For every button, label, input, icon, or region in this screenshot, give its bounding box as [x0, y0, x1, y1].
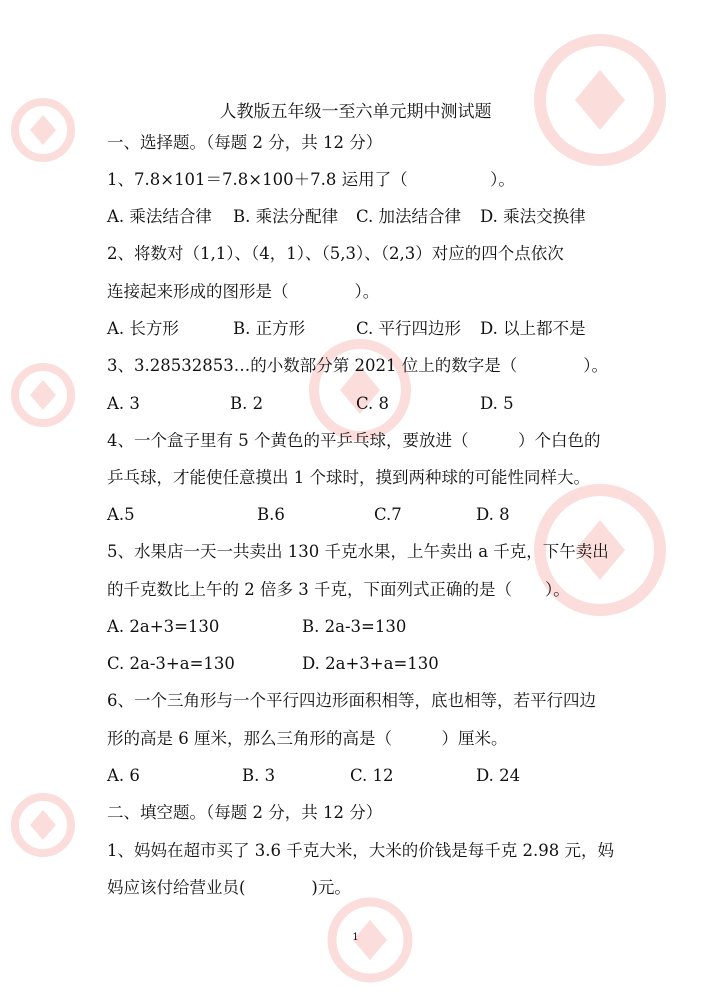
q4-option-a: A.5: [107, 505, 135, 524]
q6-option-b: B. 3: [242, 766, 276, 785]
q2-option-b: B. 正方形: [233, 319, 306, 338]
niuxuexi-logo-watermark-icon: [8, 360, 78, 430]
q6-option-a: A. 6: [107, 766, 140, 785]
q1-option-a: A. 乘法结合律: [107, 207, 212, 226]
q3-option-b: B. 2: [230, 394, 264, 413]
section-heading-fill-in: 二、填空题。（每题 2 分，共 12 分）: [107, 803, 383, 822]
q5-option-a: A. 2a+3=130: [107, 617, 220, 636]
question-2-line-2: 连接起来形成的图形是（ ）。: [107, 282, 380, 301]
q1-option-d: D. 乘法交换律: [480, 207, 586, 226]
q5-option-b: B. 2a-3=130: [302, 617, 407, 636]
q4-option-b: B.6: [257, 505, 285, 524]
q5-option-c: C. 2a-3+a=130: [107, 654, 235, 673]
q4-option-c: C.7: [374, 505, 402, 524]
page-number: 1: [352, 932, 359, 943]
page-title: 人教版五年级一至六单元期中测试题: [219, 102, 492, 122]
watermark-left-3: [8, 790, 78, 860]
q5-option-d: D. 2a+3+a=130: [302, 654, 439, 673]
fill-question-1-line-1: 1、妈妈在超市买了 3.6 千克大米，大米的价钱是每千克 2.98 元，妈: [107, 841, 614, 860]
question-1: 1、7.8×101＝7.8×100＋7.8 运用了（ ）。: [107, 170, 515, 189]
fill-question-1-line-2: 妈应该付给营业员( )元。: [107, 878, 351, 897]
question-5-line-1: 5、水果店一天一共卖出 130 千克水果，上午卖出 a 千克，下午卖出: [107, 542, 609, 561]
q3-option-d: D. 5: [480, 394, 514, 413]
q3-option-a: A. 3: [107, 394, 140, 413]
question-6-line-1: 6、一个三角形与一个平行四边形面积相等，底也相等，若平行四边: [107, 691, 596, 710]
watermark-left-2: [8, 360, 78, 430]
q3-option-c: C. 8: [356, 394, 390, 413]
question-5-line-2: 的千克数比上午的 2 倍多 3 千克，下面列式正确的是（ ）。: [107, 580, 570, 599]
q4-option-d: D. 8: [476, 505, 510, 524]
niuxuexi-logo-watermark-icon: [8, 790, 78, 860]
question-2-line-1: 2、将数对（1,1）、（4，1）、（5,3）、（2,3）对应的四个点依次: [107, 244, 564, 263]
question-6-line-2: 形的高是 6 厘米，那么三角形的高是（ ）厘米。: [107, 729, 508, 748]
q2-option-d: D. 以上都不是: [480, 319, 586, 338]
q2-option-c: C. 平行四边形: [356, 319, 462, 338]
question-4-line-1: 4、一个盒子里有 5 个黄色的平乒乓球，要放进（ ）个白色的: [107, 431, 601, 450]
q1-option-c: C. 加法结合律: [356, 207, 462, 226]
q2-option-a: A. 长方形: [107, 319, 179, 338]
q6-option-d: D. 24: [476, 766, 521, 785]
question-3: 3、3.28532853…的小数部分第 2021 位上的数字是（ ）。: [107, 356, 608, 375]
section-heading-choice: 一、选择题。（每题 2 分，共 12 分）: [107, 133, 383, 152]
question-4-line-2: 乒乓球，才能使任意摸出 1 个球时，摸到两种球的可能性同样大。: [107, 468, 590, 487]
q6-option-c: C. 12: [350, 766, 394, 785]
q1-option-b: B. 乘法分配律: [233, 207, 339, 226]
